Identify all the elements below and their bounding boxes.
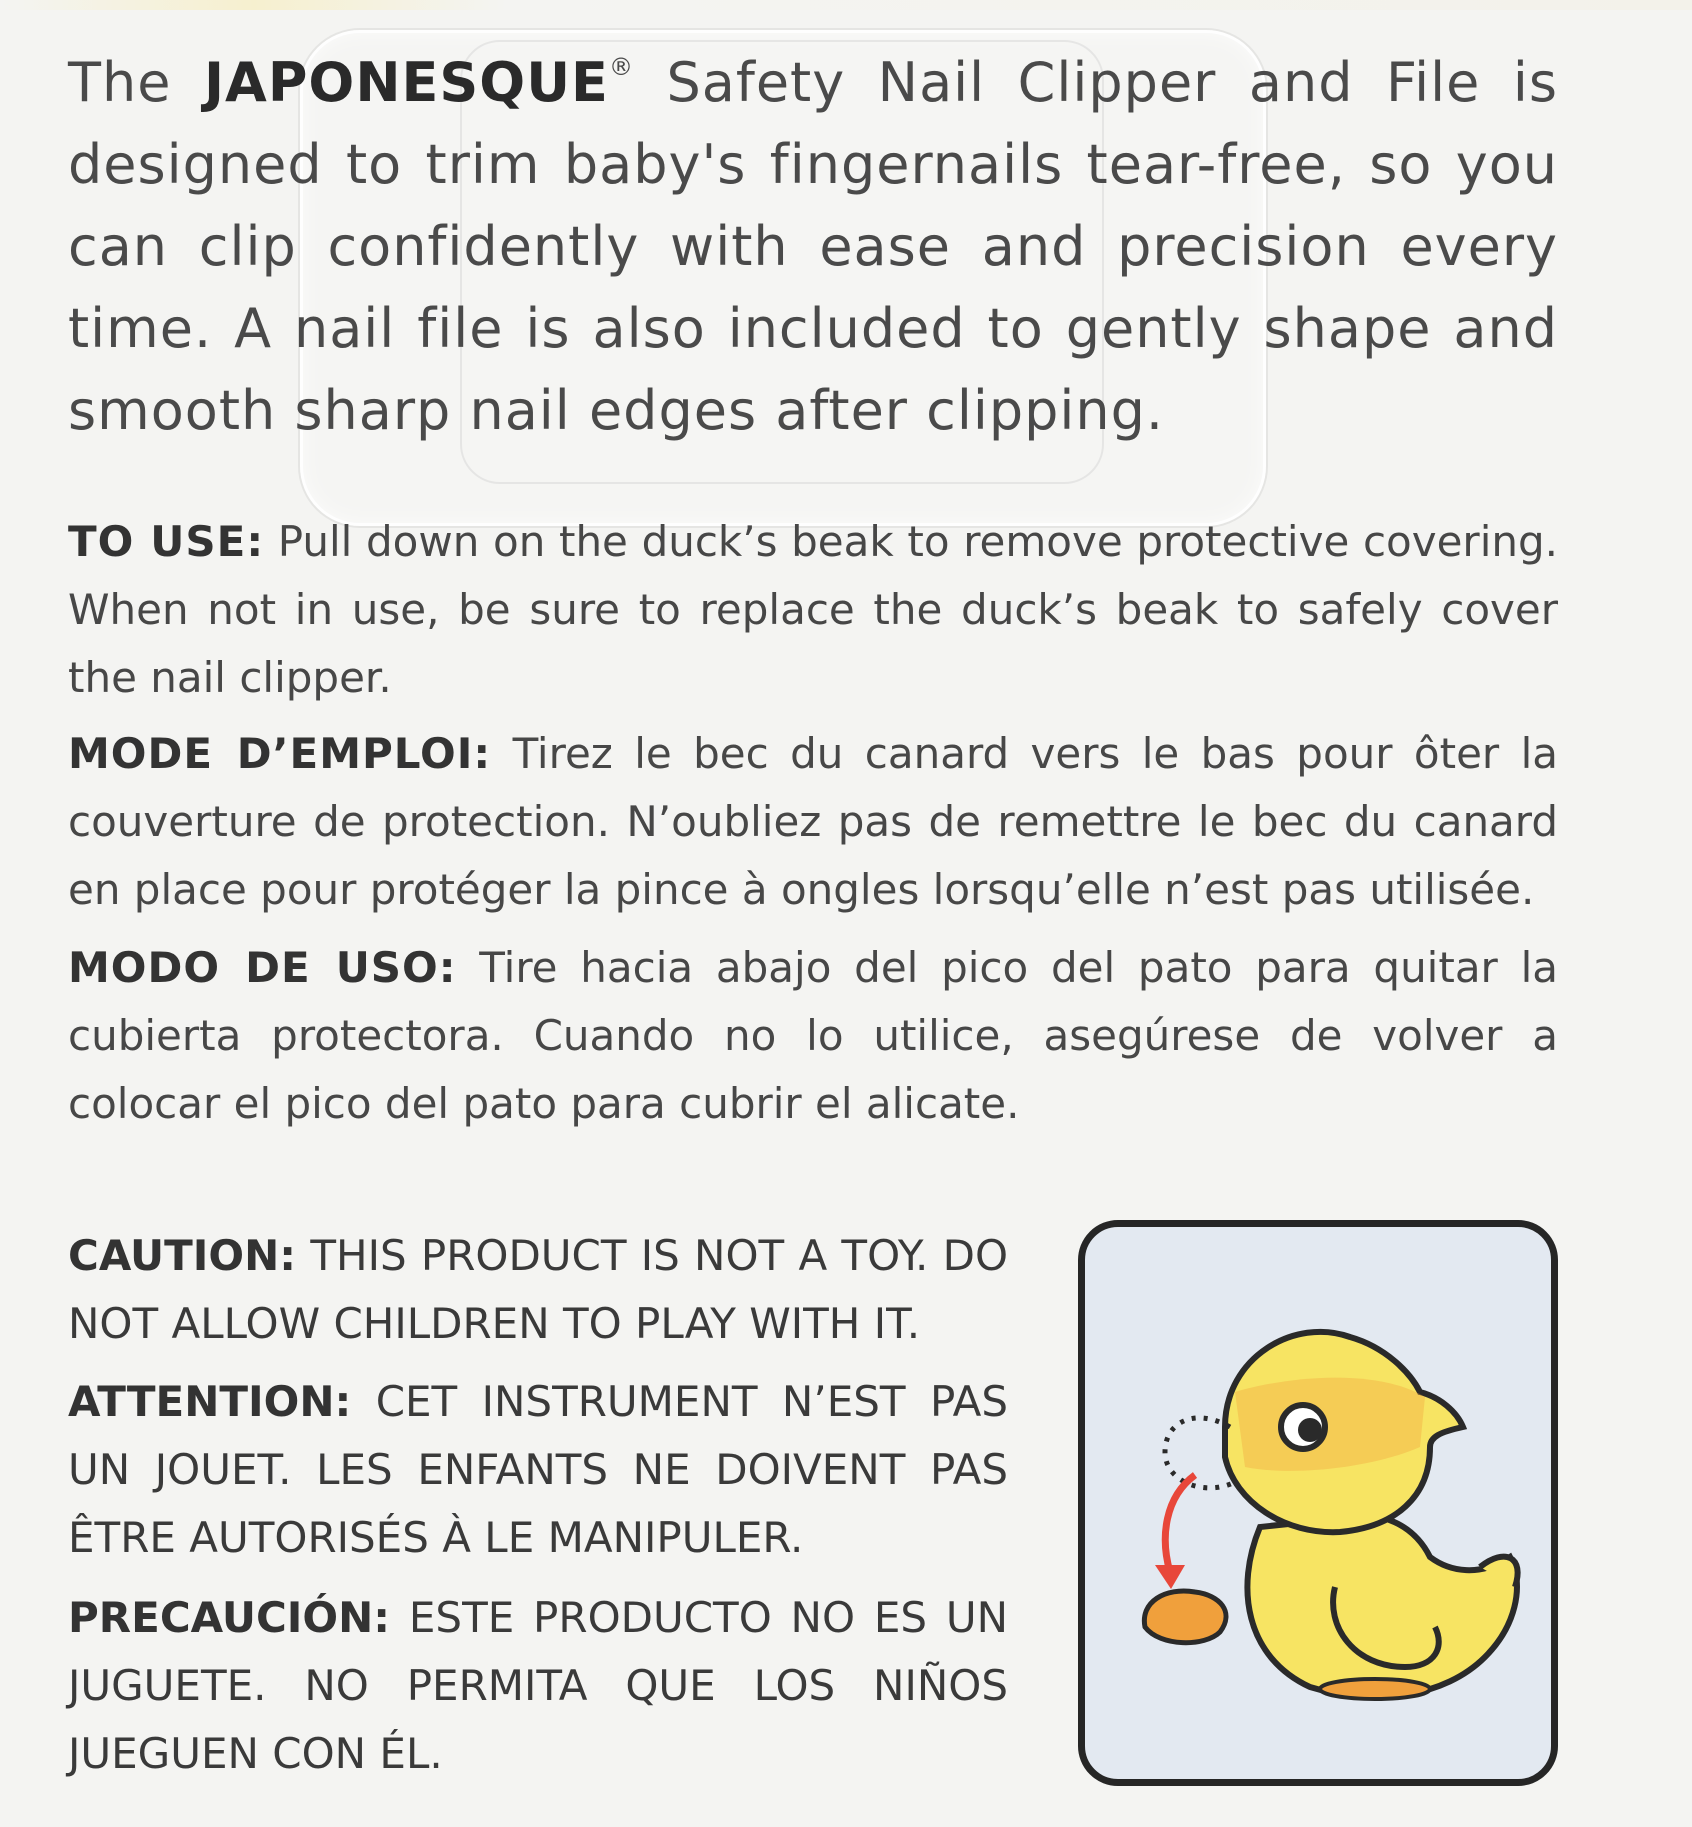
instruction-text-english: Pull down on the duck’s beak to remove protective covering. When not in use, be sure to replace the duck’s beak to safely cover the nail clipper. bbox=[68, 517, 1558, 702]
duck-body bbox=[1247, 1516, 1516, 1697]
caution-label-spanish: PRECAUCIÓN: bbox=[68, 1593, 391, 1642]
instruction-text-spanish: Tire hacia abajo del pico del pato para quitar la cubierta protectora. Cuando no lo utilice, asegúrese de volver a colocar el pico del pato para cubrir el alicate. bbox=[68, 943, 1558, 1128]
arrow-down-icon bbox=[1165, 1475, 1195, 1572]
instruction-text-french: Tirez le bec du canard vers le bas pour ôter la couverture de protection. N’oubliez pas de remettre le bec du canard en place pour protéger la pince à ongles lorsqu’elle n’est pas utilisée. bbox=[68, 729, 1558, 914]
duck-feet bbox=[1320, 1679, 1430, 1699]
duck-pupil bbox=[1298, 1418, 1322, 1442]
top-edge-strip bbox=[0, 0, 1692, 10]
caution-text-english: THIS PRODUCT IS NOT A TOY. DO NOT ALLOW CHILDREN TO PLAY WITH IT. bbox=[68, 1231, 1008, 1348]
instruction-french bbox=[68, 720, 1558, 924]
caution-label-english: CAUTION: bbox=[68, 1231, 297, 1280]
intro-body-text: Safety Nail Clipper and File is designed to trim baby's fingernails tear-free, so you can clip confidently with ease and precision every time. A nail file is also included to gently shape and smooth sharp nail edges after clipping. bbox=[68, 51, 1558, 442]
removed-beak bbox=[1144, 1591, 1226, 1643]
intro-lead-text: The bbox=[68, 51, 204, 114]
caution-french bbox=[68, 1368, 1008, 1572]
brand-name: JAPONESQUE bbox=[203, 51, 609, 114]
instruction-label-french: MODE D’EMPLOI: bbox=[68, 729, 492, 778]
caution-label-french: ATTENTION: bbox=[68, 1377, 352, 1426]
caution-english bbox=[68, 1222, 1008, 1358]
instruction-english bbox=[68, 508, 1558, 712]
instruction-label-spanish: MODO DE USO: bbox=[68, 943, 457, 992]
caution-text-french: CET INSTRUMENT N’EST PAS UN JOUET. LES ENFANTS NE DOIVENT PAS ÊTRE AUTORISÉS À LE MANIPULER. bbox=[68, 1377, 1008, 1562]
registered-mark: ® bbox=[608, 53, 634, 81]
instruction-label-english: TO USE: bbox=[68, 517, 265, 566]
instruction-spanish bbox=[68, 934, 1558, 1138]
duck-illustration bbox=[1085, 1227, 1551, 1779]
duck-illustration-panel bbox=[1078, 1220, 1558, 1786]
caution-text-spanish: ESTE PRODUCTO NO ES UN JUGUETE. NO PERMITA QUE LOS NIÑOS JUEGUEN CON ÉL. bbox=[68, 1593, 1008, 1778]
caution-spanish bbox=[68, 1584, 1008, 1788]
product-description bbox=[68, 42, 1558, 452]
arrow-head bbox=[1155, 1565, 1185, 1589]
